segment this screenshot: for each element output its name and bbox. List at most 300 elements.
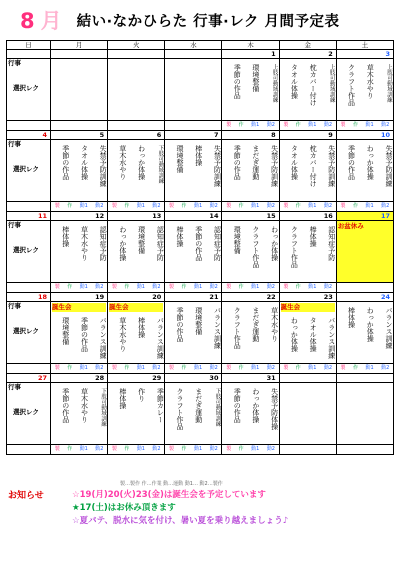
- activity-item: バランス訓練: [384, 307, 393, 349]
- rec-label: 選択レク: [13, 327, 39, 335]
- page-header: [0, 0, 400, 40]
- legend-tag: 製: [340, 365, 346, 371]
- day-cell: [51, 302, 108, 364]
- activity-item: 上肢可動域訓練: [328, 64, 335, 103]
- legend-tag: 製: [226, 122, 232, 128]
- activity-item: 棒体操: [61, 226, 70, 247]
- legend-tag: 動2: [209, 284, 218, 290]
- legend-tag: 製: [283, 365, 289, 371]
- legend-tag: 動2: [323, 365, 333, 371]
- legend-tag: 動1: [79, 284, 88, 290]
- legend-tag: 製: [54, 284, 60, 290]
- legend-cell: [336, 445, 393, 455]
- day-cell: [51, 221, 108, 283]
- day-cell: [165, 59, 222, 121]
- activity-item: 枕カバー付け: [309, 64, 318, 106]
- activity-item: わっか体操: [118, 226, 127, 261]
- weekday-header: 木: [222, 41, 279, 50]
- legend-tag: 作: [295, 122, 301, 128]
- weekday-header: 月: [51, 41, 108, 50]
- legend-row: [7, 364, 394, 374]
- legend-cell: [108, 445, 165, 455]
- event-badge: 誕生会: [281, 303, 335, 312]
- activity-item: 環境整備: [137, 226, 146, 254]
- legend-tag: 製: [226, 284, 232, 290]
- activity-item: 認知症予防: [327, 226, 336, 261]
- date-number: [279, 374, 336, 383]
- legend-cell: [7, 202, 51, 212]
- date-number: 10: [336, 131, 393, 140]
- activity-item: クラフト作品: [251, 226, 260, 268]
- legend-cell: [336, 121, 393, 131]
- weekday-header: 土: [336, 41, 393, 50]
- legend-tag: 作: [67, 284, 73, 290]
- legend-tag: 動1: [365, 203, 374, 209]
- legend-row: [7, 121, 394, 131]
- legend-tag: 動2: [266, 365, 275, 371]
- legend-tag: 作: [67, 203, 73, 209]
- rec-label: 選択レク: [13, 165, 39, 173]
- legend-tag: 製: [111, 446, 117, 452]
- legend-tag: 作: [295, 284, 301, 290]
- rec-label: 選択レク: [13, 84, 39, 92]
- activity-item: 季節の作品: [233, 64, 242, 99]
- activity-row: [7, 302, 394, 364]
- legend-cell: [165, 121, 222, 131]
- date-number: 17: [336, 212, 393, 221]
- activity-item: 草木水やり: [118, 317, 127, 352]
- activity-item: 上肢可動域訓練: [271, 64, 278, 103]
- activity-item: 認知症予防: [156, 226, 165, 261]
- date-number: 3: [336, 50, 393, 59]
- date-row: [7, 50, 394, 59]
- legend-tag: 製: [226, 446, 232, 452]
- date-number: 15: [222, 212, 279, 221]
- legend-tag: 作: [124, 203, 130, 209]
- day-cell: [165, 302, 222, 364]
- day-cell: [222, 383, 279, 445]
- weekday-header: 金: [279, 41, 336, 50]
- rec-label: 選択レク: [13, 408, 39, 416]
- event-label: 行事: [8, 302, 21, 310]
- day-cell: [336, 59, 393, 121]
- legend-tag: 作: [181, 365, 187, 371]
- legend-tag: 作: [181, 284, 187, 290]
- row-label-cell: [7, 59, 51, 121]
- legend-tag: 動1: [136, 446, 145, 452]
- legend-tag: 動2: [152, 365, 161, 371]
- activity-item: 季節の作品: [194, 226, 203, 261]
- activity-item: 季節の作品: [233, 145, 242, 180]
- day-cell: [51, 383, 108, 445]
- date-number: 9: [279, 131, 336, 140]
- day-cell: [279, 302, 336, 364]
- legend-tag: 動2: [266, 122, 275, 128]
- activity-item: 作り: [137, 388, 146, 402]
- legend-cell: [51, 121, 108, 131]
- day-cell: [336, 221, 393, 283]
- legend-tag: 製: [169, 365, 175, 371]
- activity-item: 棒体操: [137, 317, 146, 338]
- row-label-cell: [7, 383, 51, 445]
- day-cell: [165, 383, 222, 445]
- legend-cell: [51, 445, 108, 455]
- activity-item: 失禁予防訓練: [270, 145, 279, 187]
- legend-tag: 動1: [308, 365, 317, 371]
- activity-item: タオル体操: [290, 64, 299, 99]
- day-cell: [336, 302, 393, 364]
- legend-tag: 動2: [152, 284, 161, 290]
- activity-item: 認知症予防: [99, 226, 108, 261]
- legend-tag: 動1: [308, 284, 317, 290]
- legend-tag: 製: [283, 203, 289, 209]
- day-cell: [336, 140, 393, 202]
- legend-cell: [7, 283, 51, 293]
- legend-tag: 製: [169, 446, 175, 452]
- date-number: 18: [7, 293, 51, 302]
- date-number: 6: [108, 131, 165, 140]
- activity-item: 失禁予防体操: [270, 388, 279, 430]
- legend-tag: 作: [352, 365, 358, 371]
- legend-tag: 動2: [152, 446, 161, 452]
- legend-tag: 動2: [323, 122, 333, 128]
- activity-item: 下肢可動域訓練: [157, 145, 164, 184]
- date-number: 19: [51, 293, 108, 302]
- activity-item: 草木水やり: [80, 388, 89, 423]
- activity-item: タオル体操: [80, 145, 89, 180]
- legend-tag: 動1: [251, 203, 260, 209]
- legend-tag: 製: [54, 365, 60, 371]
- date-number: 16: [279, 212, 336, 221]
- activity-item: わっか体操: [137, 145, 146, 180]
- day-cell: [279, 140, 336, 202]
- legend-tag: 動2: [209, 203, 218, 209]
- legend-cell: [51, 202, 108, 212]
- event-label: 行事: [8, 140, 21, 148]
- date-number: 13: [108, 212, 165, 221]
- date-number: 12: [51, 212, 108, 221]
- activity-item: クラフト作品: [233, 307, 242, 349]
- date-number: 5: [51, 131, 108, 140]
- legend-tag: 動2: [266, 203, 275, 209]
- date-number: [165, 50, 222, 59]
- calendar-table: [6, 40, 394, 455]
- legend-tag: 動1: [251, 446, 260, 452]
- legend-cell: [279, 445, 336, 455]
- activity-item: 棒体操: [176, 226, 185, 247]
- activity-item: 季節の作品: [61, 145, 70, 180]
- weekday-header-row: [7, 41, 394, 50]
- day-cell: [108, 302, 165, 364]
- activity-item: わっか体操: [290, 317, 299, 352]
- date-row: [7, 293, 394, 302]
- legend-tag: 動1: [79, 446, 88, 452]
- activity-item: 季節の作品: [347, 145, 356, 180]
- legend-tag: 動1: [136, 203, 145, 209]
- day-cell: [108, 59, 165, 121]
- activity-item: 季節の作品: [80, 317, 89, 352]
- activity-item: まだぎ運動: [251, 307, 260, 342]
- legend-tag: 製: [111, 284, 117, 290]
- day-cell: [165, 140, 222, 202]
- day-cell: [51, 140, 108, 202]
- legend-tag: 動1: [251, 365, 260, 371]
- activity-item: 失禁予防訓練: [327, 145, 336, 187]
- activity-item: 環境整備: [61, 317, 70, 345]
- legend-tag: 作: [295, 365, 301, 371]
- legend-cell: [336, 202, 393, 212]
- day-cell: [51, 59, 108, 121]
- day-cell: [279, 221, 336, 283]
- legend-tag: 動2: [95, 284, 104, 290]
- date-number: 28: [51, 374, 108, 383]
- event-badge: 誕生会: [109, 303, 163, 312]
- day-cell: [165, 221, 222, 283]
- activity-item: 認知症予防: [213, 226, 222, 261]
- date-number: 22: [222, 293, 279, 302]
- legend-tag: 動1: [193, 284, 203, 290]
- legend-tag: 作: [124, 446, 130, 452]
- date-number: 1: [222, 50, 279, 59]
- event-label: 行事: [8, 59, 21, 67]
- activity-item: バランス訓練: [156, 317, 165, 359]
- activity-item: クラフト作品: [176, 388, 185, 430]
- day-cell: [279, 383, 336, 445]
- activity-item: わっか体操: [270, 226, 279, 261]
- legend-cell: [51, 283, 108, 293]
- legend-tag: 作: [295, 203, 301, 209]
- legend-tag: 動2: [95, 365, 104, 371]
- date-number: 4: [7, 131, 51, 140]
- date-number: 23: [279, 293, 336, 302]
- legend-cell: [108, 283, 165, 293]
- legend-cell: [279, 364, 336, 374]
- legend-tag: 動1: [365, 122, 374, 128]
- legend-tag: 作: [67, 365, 73, 371]
- legend-tag: 作: [238, 284, 244, 290]
- legend-cell: [165, 364, 222, 374]
- legend-tag: 動2: [209, 365, 218, 371]
- activity-item: 棒体操: [309, 226, 318, 247]
- activity-item: 季節カレー: [156, 388, 165, 423]
- legend-tag: 作: [124, 284, 130, 290]
- day-cell: [108, 383, 165, 445]
- legend-tag: 作: [238, 365, 244, 371]
- legend-tag: 動2: [381, 203, 390, 209]
- legend-tag: 動1: [136, 284, 145, 290]
- row-label-cell: [7, 302, 51, 364]
- legend-cell: [7, 121, 51, 131]
- page-title: 結い·なかひらた 行事·レク 月間予定表: [76, 13, 340, 30]
- activity-item: 草木水やり: [366, 64, 375, 99]
- activity-item: わっか体操: [366, 307, 375, 342]
- date-number: 29: [108, 374, 165, 383]
- date-number: 24: [336, 293, 393, 302]
- date-number: 30: [165, 374, 222, 383]
- legend-cell: [279, 121, 336, 131]
- legend-cell: [222, 445, 279, 455]
- month-number: 8 月: [20, 9, 63, 33]
- activity-row: [7, 221, 394, 283]
- legend-cell: [279, 202, 336, 212]
- legend-tag: 動2: [152, 203, 161, 209]
- day-cell: [108, 140, 165, 202]
- legend-tag: 動2: [323, 203, 333, 209]
- legend-tag: 製: [111, 365, 117, 371]
- day-cell: [222, 140, 279, 202]
- weekday-header: 水: [165, 41, 222, 50]
- legend-tag: 作: [238, 122, 244, 128]
- date-number: 8: [222, 131, 279, 140]
- activity-item: 失禁予防訓練: [99, 145, 108, 187]
- notice-list: [72, 489, 288, 528]
- activity-item: 草木水やり: [80, 226, 89, 261]
- activity-row: [7, 140, 394, 202]
- legend-tag: 作: [238, 203, 244, 209]
- legend-cell: [108, 364, 165, 374]
- date-number: [51, 50, 108, 59]
- notice-line: ☆19(月)20(火)23(金)は誕生会を予定しています: [72, 490, 266, 500]
- legend-cell: [165, 445, 222, 455]
- legend-tag: 製: [340, 203, 346, 209]
- legend-tag: 動1: [193, 446, 203, 452]
- date-number: [108, 50, 165, 59]
- day-cell: [336, 383, 393, 445]
- legend-tag: 作: [181, 203, 187, 209]
- activity-item: 環境整備: [176, 145, 185, 173]
- legend-tag: 動2: [381, 122, 390, 128]
- activity-item: バランス訓練: [99, 317, 108, 359]
- date-row: [7, 374, 394, 383]
- legend-cell: [51, 364, 108, 374]
- legend-tag: 作: [352, 203, 358, 209]
- activity-item: 環境整備: [233, 226, 242, 254]
- activity-item: タオル体操: [290, 145, 299, 180]
- activity-row: [7, 383, 394, 445]
- legend-tag: 製: [226, 203, 232, 209]
- legend-cell: [165, 283, 222, 293]
- legend-tag: 動1: [136, 365, 145, 371]
- legend-tag: 製: [283, 284, 289, 290]
- activity-item: 棒体操: [194, 145, 203, 166]
- weekday-header: 日: [7, 41, 51, 50]
- activity-item: 下肢可動域訓練: [100, 388, 107, 427]
- activity-item: まだぎ運動: [194, 388, 203, 423]
- legend-tag: 作: [352, 122, 358, 128]
- legend-tag: 動2: [95, 446, 104, 452]
- activity-item: クラフト作品: [290, 226, 299, 268]
- legend-tag: 動1: [365, 365, 374, 371]
- legend-tag: 動1: [193, 365, 203, 371]
- activity-item: 棒体操: [347, 307, 356, 328]
- activity-item: 失禁予防訓練: [213, 145, 222, 187]
- legend-cell: [222, 121, 279, 131]
- event-badge: お盆休み: [338, 222, 392, 231]
- legend-tag: 動2: [209, 446, 218, 452]
- legend-tag: 製: [54, 446, 60, 452]
- activity-item: 上肢可動域訓練: [385, 64, 392, 103]
- activity-item: 失禁予防訓練: [384, 145, 393, 187]
- legend-tag: 作: [238, 446, 244, 452]
- activity-item: バランス訓練: [213, 307, 222, 349]
- day-cell: [108, 221, 165, 283]
- activity-item: 下肢可動域訓練: [214, 388, 221, 427]
- legend-cell: [222, 364, 279, 374]
- legend-cell: [165, 202, 222, 212]
- legend-tag: 動1: [308, 203, 317, 209]
- day-cell: [222, 302, 279, 364]
- legend-cell: [222, 202, 279, 212]
- legend-cell: [108, 121, 165, 131]
- legend-tag: 製: [169, 203, 175, 209]
- legend-tag: 動1: [251, 284, 260, 290]
- activity-item: まだぎ運動: [251, 145, 260, 180]
- legend-tag: 動1: [79, 203, 88, 209]
- date-number: [7, 50, 51, 59]
- legend-tag: 動2: [95, 203, 104, 209]
- legend-tag: 動1: [79, 365, 88, 371]
- legend-cell: [336, 364, 393, 374]
- day-cell: [222, 59, 279, 121]
- activity-item: 季節の作品: [176, 307, 185, 342]
- legend-row: [7, 283, 394, 293]
- activity-item: クラフト作品: [347, 64, 356, 106]
- date-number: 20: [108, 293, 165, 302]
- legend-cell: [7, 445, 51, 455]
- weekday-header: 火: [108, 41, 165, 50]
- activity-item: 季節の作品: [233, 388, 242, 423]
- legend-tag: 動2: [266, 284, 275, 290]
- activity-item: わっか体操: [251, 388, 260, 423]
- notice-label: お知らせ: [8, 491, 44, 501]
- event-badge: 誕生会: [52, 303, 106, 312]
- date-number: 21: [165, 293, 222, 302]
- legend-tag: 製: [226, 365, 232, 371]
- legend-cell: [279, 283, 336, 293]
- legend-tag: 動1: [308, 122, 317, 128]
- date-number: [336, 374, 393, 383]
- activity-item: わっか体操: [366, 145, 375, 180]
- legend-tag: 製: [169, 284, 175, 290]
- date-number: 27: [7, 374, 51, 383]
- notice-line: ★17(土)はお休み頂きます: [72, 503, 176, 513]
- date-number: 2: [279, 50, 336, 59]
- date-number: 31: [222, 374, 279, 383]
- notice-line: ☆夏バテ、脱水に気を付け、暑い夏を乗り越えましょう♪: [72, 516, 289, 526]
- date-row: [7, 212, 394, 221]
- date-number: 7: [165, 131, 222, 140]
- legend-tag: 作: [181, 446, 187, 452]
- rec-label: 選択レク: [13, 246, 39, 254]
- legend-row: [7, 202, 394, 212]
- legend-cell: [108, 202, 165, 212]
- legend-tag: 作: [67, 446, 73, 452]
- legend-tag: 動1: [193, 203, 203, 209]
- legend-tag: 製: [340, 122, 346, 128]
- event-label: 行事: [8, 383, 21, 391]
- legend-key: 製…製作 作…作業 動…運動 動1… 動2…製作: [120, 481, 223, 487]
- legend-tag: 動2: [266, 446, 275, 452]
- legend-tag: 製: [111, 203, 117, 209]
- date-row: [7, 131, 394, 140]
- event-label: 行事: [8, 221, 21, 229]
- activity-item: 枕カバー付け: [309, 145, 318, 187]
- legend-tag: 製: [283, 122, 289, 128]
- activity-item: バランス訓練: [327, 317, 336, 359]
- legend-tag: 動1: [251, 122, 260, 128]
- activity-item: 環境整備: [194, 307, 203, 335]
- activity-item: 環境整備: [251, 64, 260, 92]
